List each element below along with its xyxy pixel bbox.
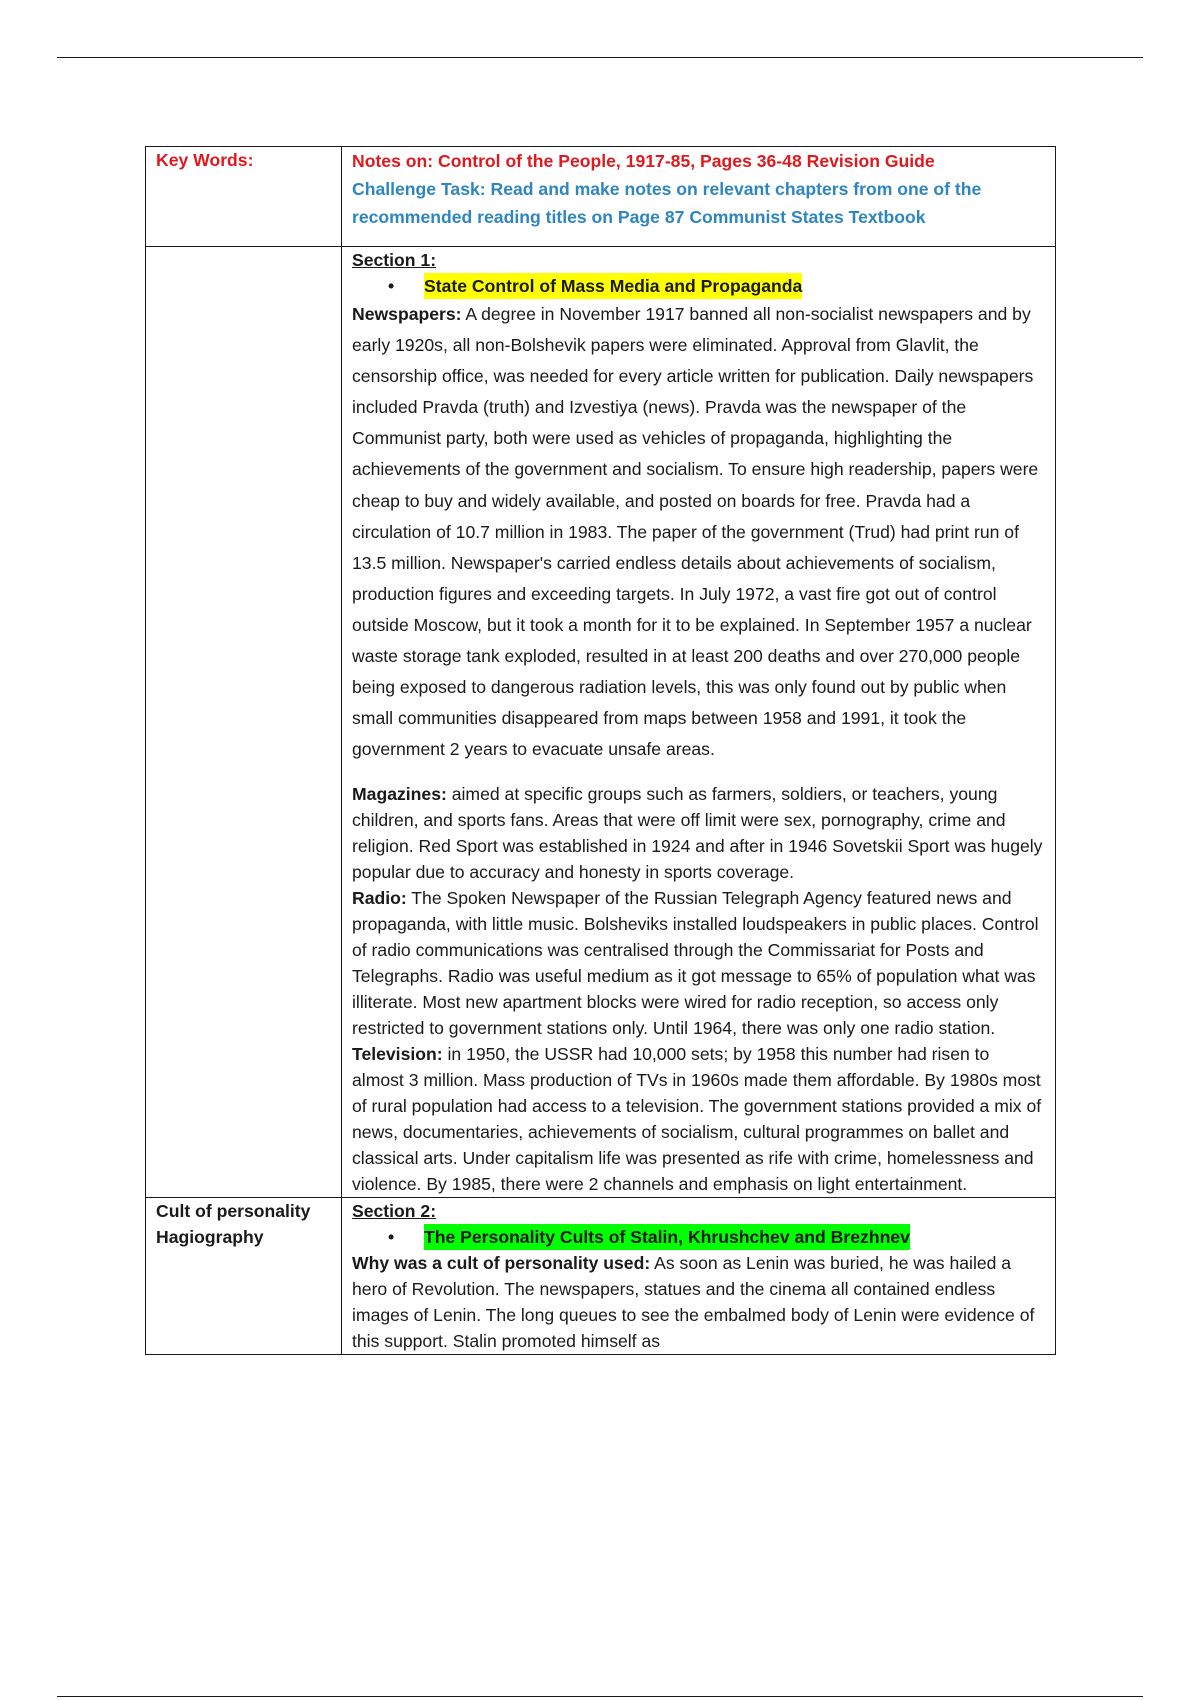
challenge-line: Challenge Task: Read and make notes on relevant chapters from one of the recommended reading titles on Page 87 Communist States Textbook xyxy=(352,179,982,227)
newspapers-paragraph xyxy=(352,299,1045,765)
section1-row xyxy=(146,247,1056,1198)
radio-label: Radio: xyxy=(352,888,407,909)
section2-key-words-cell xyxy=(146,1198,342,1355)
header-row xyxy=(146,147,1056,247)
magazines-text: aimed at specific groups such as farmers, soldiers, or teachers, young children, and sports fans. Areas that were off limit were sex, pornography, crime and religion. Red Sport was established in 1924 and after in 1946 Sovetskii Sport was hugely popular due to accuracy and honesty in sports coverage. xyxy=(352,784,1043,883)
key-words-label: Key Words: xyxy=(156,150,254,170)
radio-text: The Spoken Newspaper of the Russian Telegraph Agency featured news and propaganda, with little music. Bolsheviks installed loudspeakers in public places. Control of radio communications was centralised through the Commissariat for Posts and Telegraphs. Radio was useful medium as it got message to 65% of population what was illiterate. Most new apartment blocks were wired for radio reception, so access only restricted to government stations only. Until 1964, there was only one radio station. xyxy=(352,888,1039,1039)
section1-bullet xyxy=(352,273,1045,299)
magazines-label: Magazines: xyxy=(352,784,447,805)
key-word-hagiography: Hagiography xyxy=(156,1227,264,1248)
section1-content-cell xyxy=(342,247,1056,1198)
section2-content-cell xyxy=(342,1198,1056,1355)
section2-topic: The Personality Cults of Stalin, Khrushchev and Brezhnev xyxy=(424,1224,910,1250)
television-label: Television: xyxy=(352,1044,443,1065)
bottom-rule xyxy=(57,1696,1143,1697)
section2-heading: Section 2: xyxy=(352,1201,437,1222)
key-word-cult: Cult of personality xyxy=(156,1201,311,1222)
television-text: in 1950, the USSR had 10,000 sets; by 1958 this number had risen to almost 3 million. Mass production of TVs in 1960s made them affordable. By 1980s most of rural population had access to a television. The government stations provided a mix of news, documentaries, achievements of socialism, cultural programmes on ballet and classical arts. Under capitalism life was presented as rife with crime, homelessness and violence. By 1985, there were 2 channels and emphasis on light entertainment. xyxy=(352,1044,1042,1195)
top-rule xyxy=(57,57,1143,58)
section1-heading: Section 1: xyxy=(352,250,437,270)
television-paragraph xyxy=(352,1041,1045,1197)
newspapers-text: A degree in November 1917 banned all non-socialist newspapers and by early 1920s, all non-Bolshevik papers were eliminated. Approval from Glavlit, the censorship office, was needed for every article written for publication. Daily newspapers included Pravda (truth) and Izvestiya (news). Pravda was the newspaper of the Communist party, both were used as vehicles of propaganda, highlighting the achievements of the government and socialism. To ensure high readership, papers were cheap to buy and widely available, and posted on boards for free. Pravda had a circulation of 10.7 million in 1983. The paper of the government (Trud) had print run of 13.5 million. Newspaper's carried endless details about achievements of socialism, production figures and exceeding targets. In July 1972, a vast fire got out of control outside Moscow, but it took a month for it to be explained. In September 1957 a nuclear waste storage tank exploded, resulted in at least 200 deaths and over 270,000 people being exposed to dangerous radiation levels, this was only found out by public when small communities disappeared from maps between 1958 and 1991, it took the government 2 years to evacuate unsafe areas. xyxy=(352,304,1039,760)
newspapers-label: Newspapers: xyxy=(352,304,462,324)
section1-topic: State Control of Mass Media and Propaganda xyxy=(424,273,802,299)
notes-header-cell xyxy=(342,147,1056,247)
radio-paragraph xyxy=(352,885,1045,1041)
key-words-header-cell xyxy=(146,147,342,247)
bullet-dot: • xyxy=(388,1227,395,1248)
section2-row xyxy=(146,1198,1056,1355)
paragraph-gap xyxy=(352,765,1045,781)
why-cult-label: Why was a cult of personality used: xyxy=(352,1253,651,1274)
bullet-dot: • xyxy=(388,276,395,296)
notes-line: Notes on: Control of the People, 1917-85, Pages 36-48 Revision Guide xyxy=(352,151,935,171)
magazines-paragraph xyxy=(352,781,1045,885)
why-cult-paragraph xyxy=(352,1250,1045,1354)
section1-key-words-cell xyxy=(146,247,342,1198)
section2-bullet xyxy=(352,1224,1045,1250)
revision-notes-table xyxy=(145,146,1056,1355)
why-cult-text: As soon as Lenin was buried, he was hailed a hero of Revolution. The newspapers, statues and the cinema all contained endless images of Lenin. The long queues to see the embalmed body of Lenin were evidence of this support. Stalin promoted himself as xyxy=(352,1253,1035,1352)
